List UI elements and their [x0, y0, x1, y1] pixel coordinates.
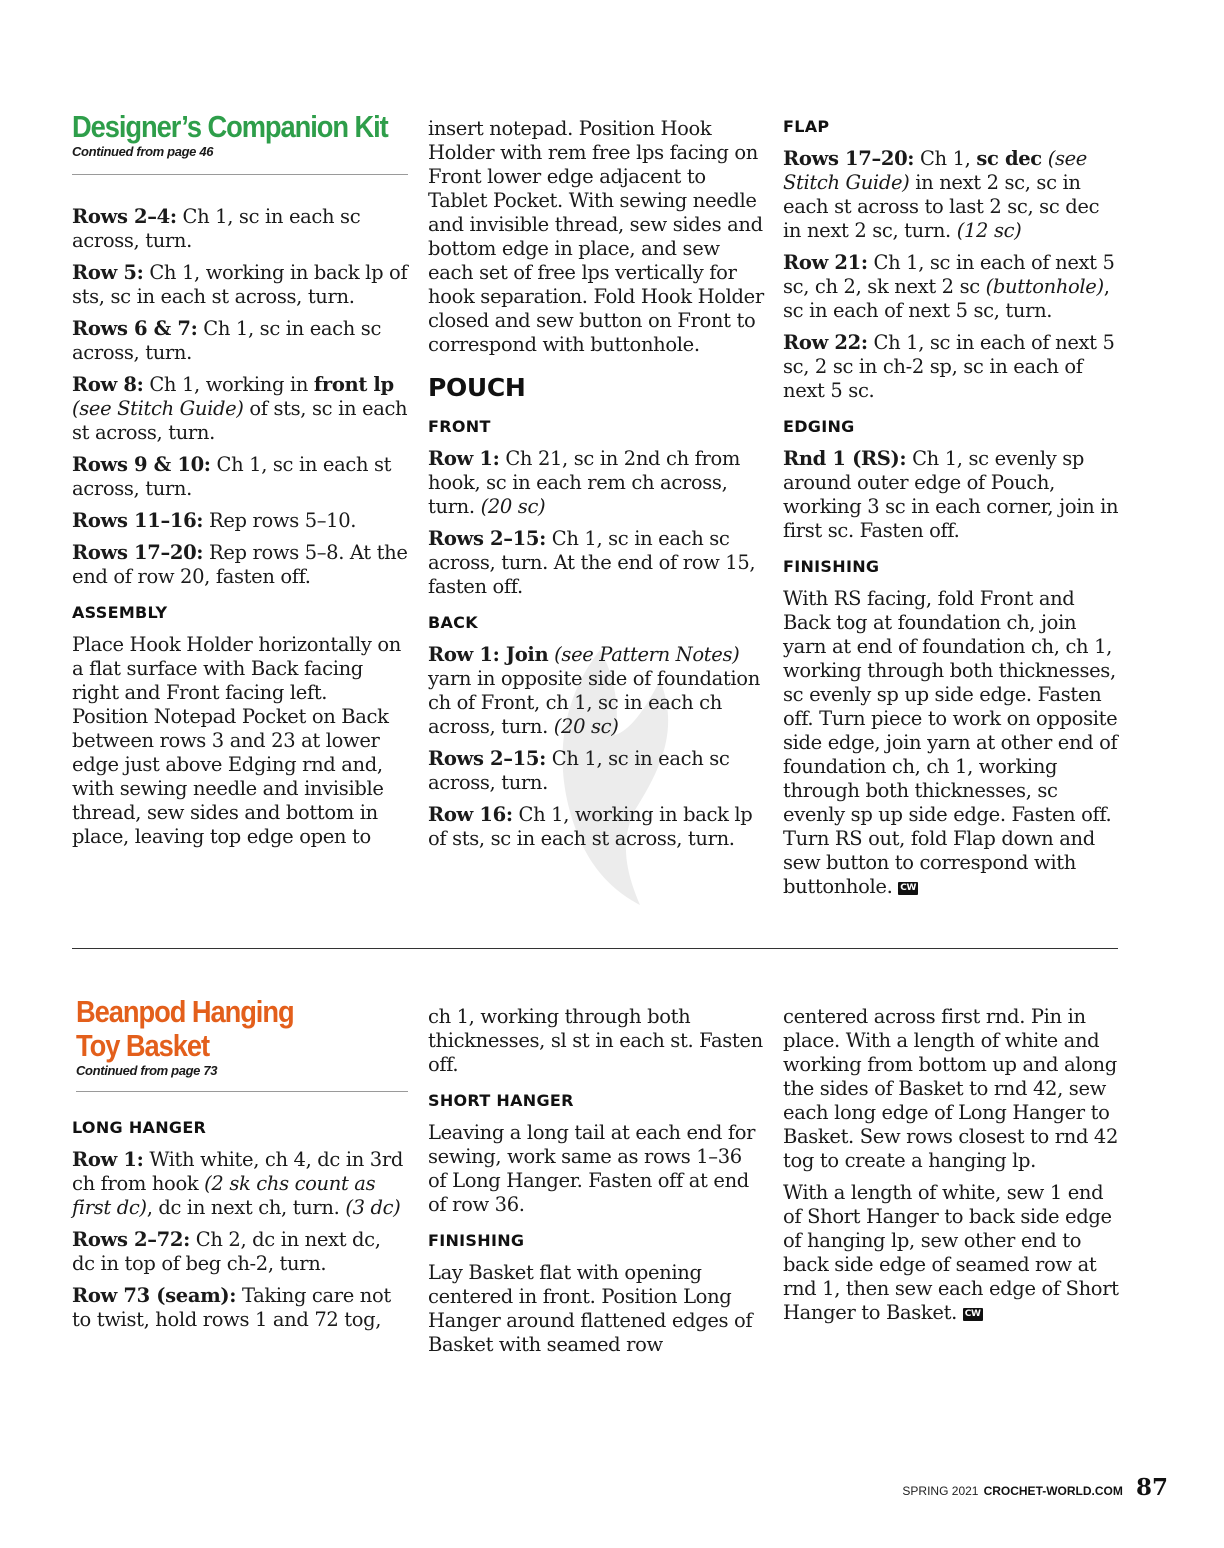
continued-note: Continued from page 73 [76, 1063, 218, 1078]
pattern-row: Row 73 (seam): Taking care not to twist, hold rows 1 and 72 tog, [72, 1284, 391, 1331]
finishing-heading: FINISHING [428, 1231, 525, 1250]
pattern-row: Rows 2–4: Ch 1, sc in each sc across, turn. [72, 205, 361, 252]
bottom-column-3 [783, 1005, 1119, 1333]
assembly-continued: insert notepad. Position Hook Holder with rem free lps facing on Front lower edge adjacent to Tablet Pocket. With sewing needle and invisible thread, sew sides and bottom edge in place, and sew each set of free lps vertically for hook separation. Fold Hook Holder closed and sew button on Front to correspond with buttonhole. [428, 117, 764, 356]
finishing-text: Lay Basket flat with opening centered in front. Position Long Hanger around flattened edges of Basket with seamed row [428, 1261, 753, 1356]
pattern-row: Row 1: Ch 21, sc in 2nd ch from hook, sc in each rem ch across, turn. (20 sc) [428, 447, 741, 518]
bottom-column-1 [72, 995, 408, 1340]
end-mark-icon: CW [900, 883, 917, 893]
article-title-designers-companion-kit: Designer’s Companion Kit [72, 109, 388, 144]
article-title-beanpod-line2: Toy Basket [76, 1028, 209, 1063]
finishing-continued: centered across first rnd. Pin in place. With a length of white and working from bottom up and along the sides of Basket to rnd 42, sew each long edge of Long Hanger to Basket. Sew rows closest to rnd 42 tog to create a hanging lp. [783, 1005, 1119, 1172]
pattern-row: Rows 6 & 7: Ch 1, sc in each sc across, turn. [72, 317, 382, 364]
issue-season: SPRING 2021 [902, 1484, 979, 1498]
top-column-3 [783, 117, 1119, 907]
section-divider [72, 948, 1118, 949]
pattern-row: Row 16: Ch 1, working in back lp of sts, sc in each st across, turn. [428, 803, 753, 850]
finishing-text: With RS facing, fold Front and Back tog at foundation ch, join yarn at end of foundation ch, ch 1, working through both thicknesses, sc evenly sp up side edge. Fasten off. Turn piece to work on opposite side edge, join yarn at other end of foundation ch, ch 1, working through both thicknesses, sc evenly sp up side edge. Fasten off. Turn RS out, fold Flap down and sew button to correspond with buttonhole. CW [783, 587, 1118, 898]
pattern-row: Rows 2–15: Ch 1, sc in each sc across, turn. At the end of row 15, fasten off. [428, 527, 756, 598]
seam-continued: ch 1, working through both thicknesses, sl st in each st. Fasten off. [428, 1005, 763, 1076]
edging-heading: EDGING [783, 417, 855, 436]
long-hanger-heading: LONG HANGER [72, 1118, 207, 1137]
title-rule [72, 174, 408, 175]
top-column-1 [72, 110, 408, 857]
assembly-heading: ASSEMBLY [72, 603, 168, 622]
flap-heading: FLAP [783, 117, 830, 136]
short-hanger-heading: SHORT HANGER [428, 1091, 574, 1110]
back-heading: BACK [428, 613, 478, 632]
pattern-row: Row 8: Ch 1, working in front lp (see Stitch Guide) of sts, sc in each st across, turn. [72, 373, 408, 444]
page-number: 87 [1135, 1474, 1168, 1501]
finishing-text-2: With a length of white, sew 1 end of Short Hanger to back side edge of hanging lp, sew other end to back side edge of seamed row at rnd 1, then sew each edge of Short Hanger to Basket. CW [783, 1181, 1119, 1324]
pattern-row: Rows 2–72: Ch 2, dc in next dc, dc in top of beg ch-2, turn. [72, 1228, 381, 1275]
front-heading: FRONT [428, 417, 491, 436]
pattern-row: Row 5: Ch 1, working in back lp of sts, sc in each st across, turn. [72, 261, 408, 308]
pattern-row: Row 1: With white, ch 4, dc in 3rd ch from hook (2 sk chs count as first dc), dc in next ch, turn. (3 dc) [72, 1148, 403, 1219]
pattern-row: Rows 17–20: Ch 1, sc dec (see Stitch Guide) in next 2 sc, sc in each st across to last 2 sc, sc dec in next 2 sc, turn. (12 sc) [783, 147, 1100, 242]
continued-note: Continued from page 46 [72, 144, 214, 159]
title-rule [76, 1091, 408, 1092]
page-footer [902, 1474, 1168, 1501]
finishing-heading: FINISHING [783, 557, 880, 576]
pattern-row: Rows 17–20: Rep rows 5–8. At the end of row 20, fasten off. [72, 541, 408, 588]
website: CROCHET-WORLD.COM [983, 1484, 1123, 1498]
pattern-row: Rows 9 & 10: Ch 1, sc in each st across, turn. [72, 453, 392, 500]
pattern-row: Rows 2–15: Ch 1, sc in each sc across, turn. [428, 747, 730, 794]
pattern-row: Row 21: Ch 1, sc in each of next 5 sc, ch 2, sk next 2 sc (buttonhole), sc in each of next 5 sc, turn. [783, 251, 1115, 322]
pouch-heading: POUCH [428, 373, 526, 402]
pattern-row: Rows 11–16: Rep rows 5–10. [72, 509, 357, 532]
pattern-row: Rnd 1 (RS): Ch 1, sc evenly sp around outer edge of Pouch, working 3 sc in each corner, join in first sc. Fasten off. [783, 447, 1119, 542]
assembly-text: Place Hook Holder horizontally on a flat surface with Back facing right and Front facing left. Position Notepad Pocket on Back between rows 3 and 23 at lower edge just above Edging rnd and, with sewing needle and invisible thread, sew sides and bottom in place, leaving top edge open to [72, 633, 401, 848]
short-hanger-text: Leaving a long tail at each end for sewing, work same as rows 1–36 of Long Hanger. Fasten off at end of row 36. [428, 1121, 756, 1216]
top-column-2 [428, 117, 764, 859]
end-mark-icon: CW [964, 1309, 981, 1319]
bottom-column-2 [428, 1005, 764, 1365]
article-title-beanpod-line1: Beanpod Hanging [76, 994, 294, 1029]
pattern-row: Row 22: Ch 1, sc in each of next 5 sc, 2 sc in ch-2 sp, sc in each of next 5 sc. [783, 331, 1115, 402]
pattern-row: Row 1: Join (see Pattern Notes) yarn in opposite side of foundation ch of Front, ch 1, sc in each ch across, turn. (20 sc) [428, 643, 760, 738]
